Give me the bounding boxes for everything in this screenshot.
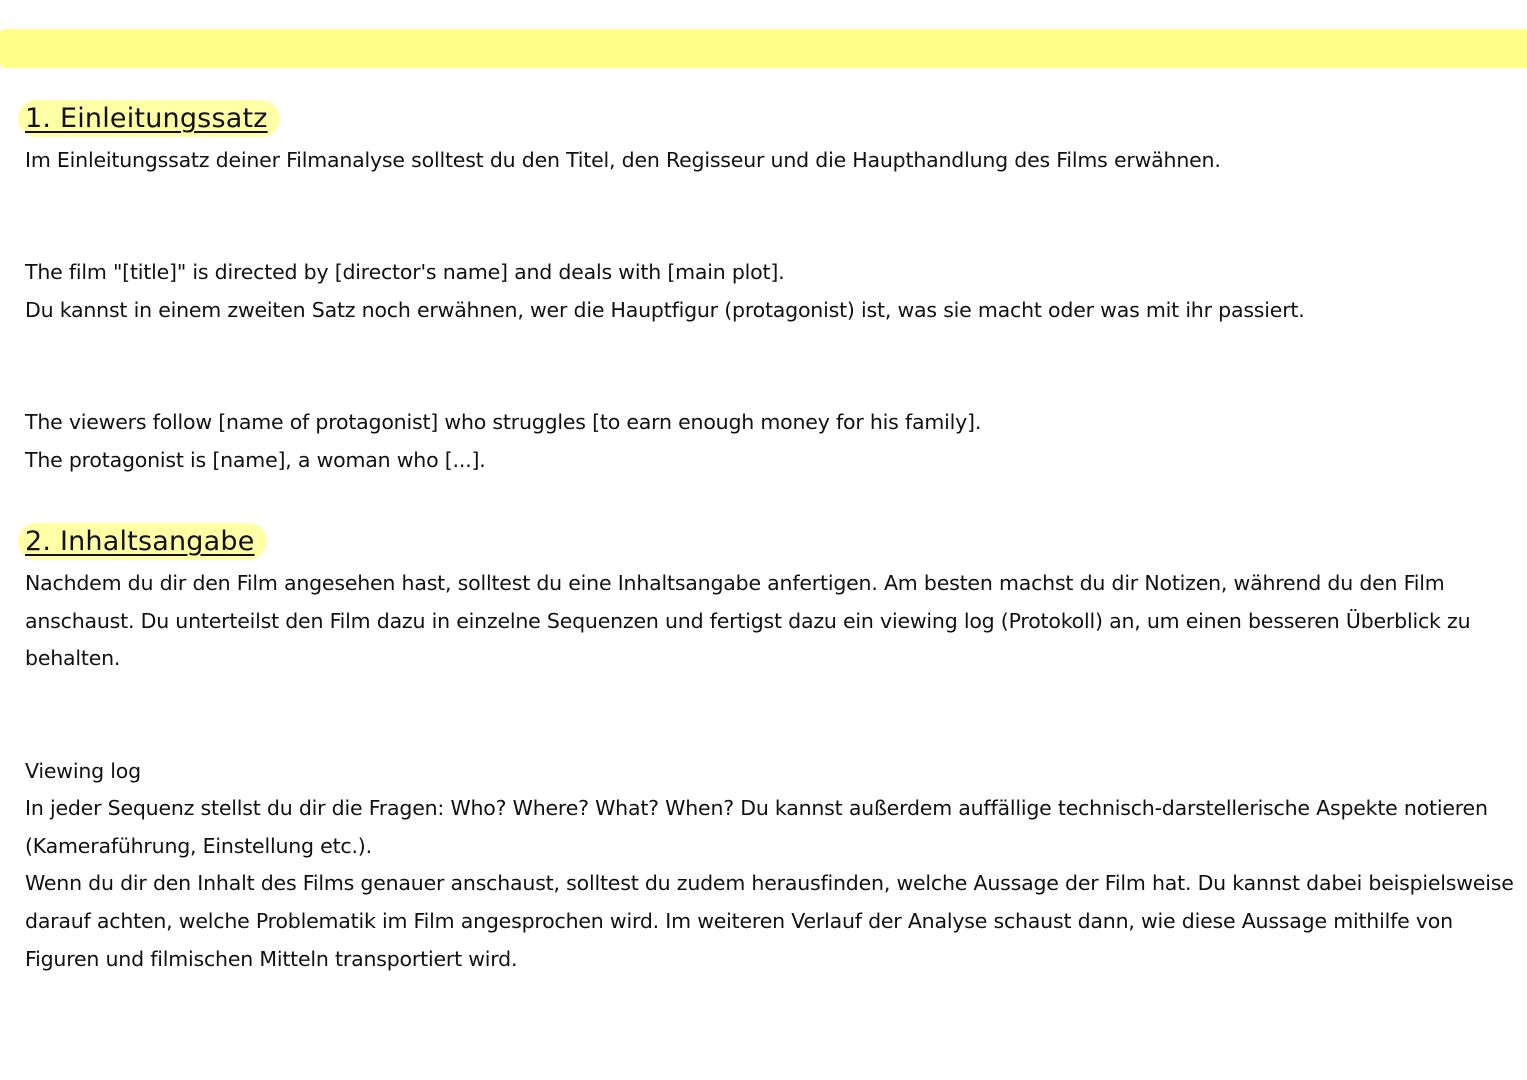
- top-highlight-bar: [0, 29, 1527, 68]
- paragraph-line: (Kameraführung, Einstellung etc.).: [25, 833, 372, 858]
- paragraph-line: Wenn du dir den Inhalt des Films genauer anschaust, solltest du zudem herausfinden, welche Aussage der Film hat. Du kannst dabei beispielsweise: [25, 871, 1514, 896]
- example-sentence-title: The film "[title]" is directed by [director's name] and deals with [main plot].: [25, 260, 785, 284]
- viewing-log-paragraph: [25, 790, 1514, 979]
- paragraph-line: In jeder Sequenz stellst du dir die Fragen: Who? Where? What? When? Du kannst außerdem auffällige technisch-darstellerische Aspekte notieren: [25, 796, 1488, 820]
- paragraph-line: behalten.: [25, 646, 121, 671]
- paragraph-line: anschaust. Du unterteilst den Film dazu in einzelne Sequenzen und fertigst dazu ein viewing log (Protokoll) an, um einen besseren Überblick zu: [25, 608, 1471, 633]
- protagonist-hint-text: Du kannst in einem zweiten Satz noch erwähnen, wer die Hauptfigur (protagonist) ist, was sie macht oder was mit ihr passiert.: [25, 298, 1305, 322]
- example-sentence-protagonist: The protagonist is [name], a woman who [...].: [25, 448, 486, 472]
- paragraph-line: darauf achten, welche Problematik im Film angesprochen wird. Im weiteren Verlauf der Analyse schaust dann, wie diese Aussage mithilfe von: [25, 909, 1453, 934]
- paragraph-line: Figuren und filmischen Mitteln transportiert wird.: [25, 946, 518, 971]
- section2-heading: 2. Inhaltsangabe: [18, 523, 267, 560]
- section1-heading: 1. Einleitungssatz: [18, 100, 280, 137]
- section2-paragraph: [25, 565, 1470, 678]
- viewing-log-title: Viewing log: [25, 759, 141, 783]
- section1-intro-text: Im Einleitungssatz deiner Filmanalyse solltest du den Titel, den Regisseur und die Haupthandlung des Films erwähnen.: [25, 148, 1221, 172]
- example-sentence-viewers: The viewers follow [name of protagonist] who struggles [to earn enough money for his family].: [25, 410, 982, 434]
- paragraph-line: Nachdem du dir den Film angesehen hast, solltest du eine Inhaltsangabe anfertigen. Am besten machst du dir Notizen, während du den Film: [25, 571, 1445, 595]
